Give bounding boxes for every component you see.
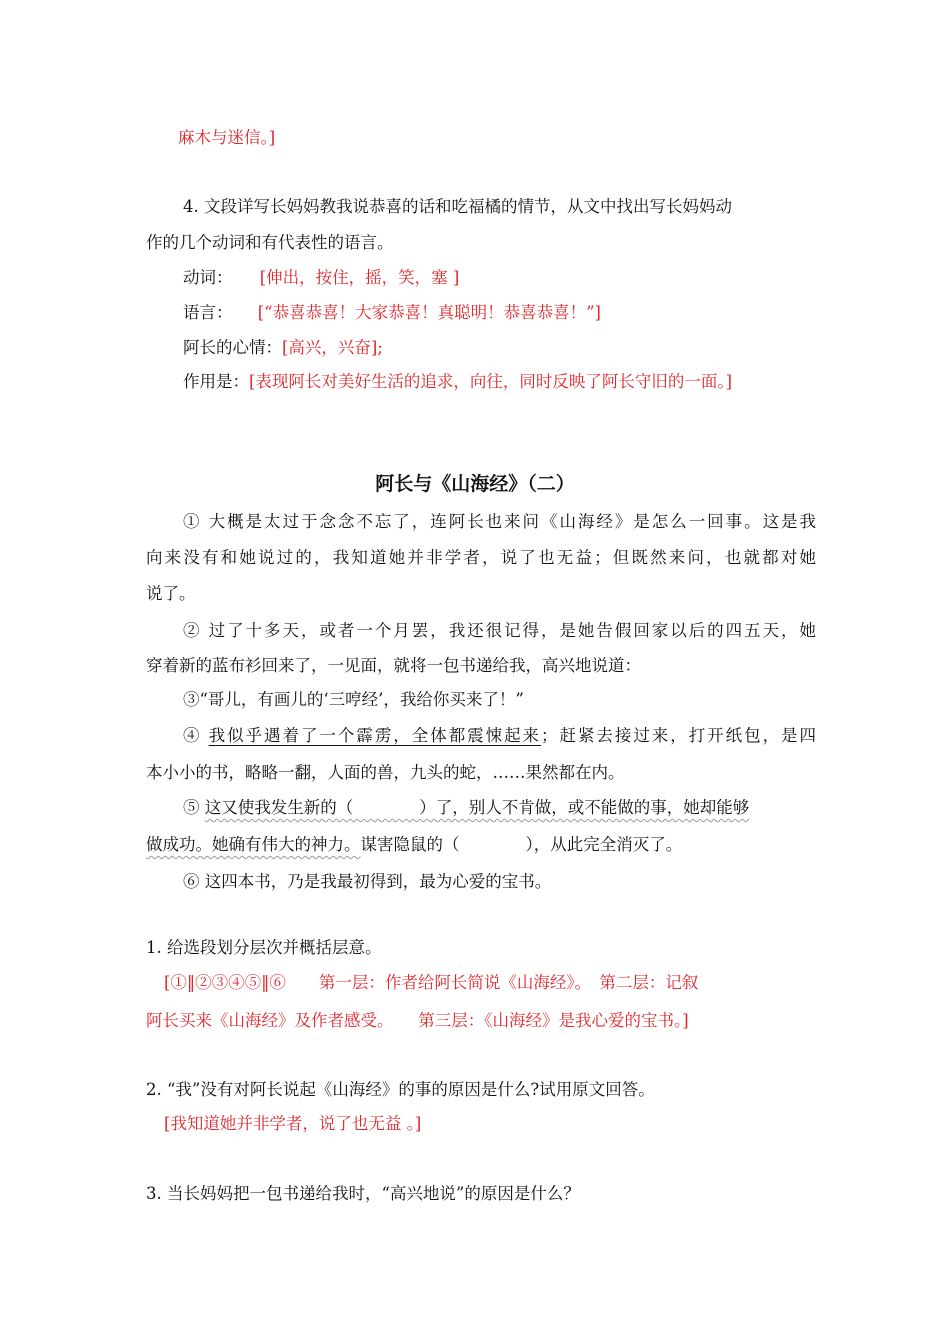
paragraph-5-line-2 [146, 834, 816, 856]
speech-row [183, 302, 816, 324]
paragraph-2-line-2: 穿着新的蓝布衫回来了，一见面，就将一包书递给我，高兴地说道： [146, 656, 641, 675]
mood-answer: [高兴，兴奋]; [282, 338, 383, 357]
question-4-line-1: 4. 文段详写长妈妈教我说恭喜的话和吃福橘的情节，从文中找出写长妈妈动 [183, 197, 732, 216]
verbs-answer: [伸出，按住，摇，笑，塞 ] [259, 268, 460, 287]
question-2: 2. “我”没有对阿长说起《山海经》的事的原因是什么?试用原文回答。 [146, 1080, 655, 1099]
paragraph-4-prefix: ④ [183, 726, 209, 745]
effect-label: 作用是： [183, 372, 249, 391]
underlined-sentence: 我似乎遇着了一个霹雳，全体都震悚起来 [208, 726, 542, 745]
section-title: 阿长与《山海经》（二） [375, 473, 575, 495]
paragraph-4-rest: ；赶紧去接过来，打开纸包，是四 [541, 726, 817, 745]
verbs-row [183, 267, 816, 289]
paragraph-2-line-1: ② 过了十多天，或者一个月罢，我还很记得，是她告假回家以后的四五天，她 [183, 621, 816, 640]
effect-row [183, 371, 816, 393]
mood-label: 阿长的心情： [183, 338, 282, 357]
paragraph-3: ③“哥儿，有画儿的‘三哼经’，我给你买来了！” [183, 690, 524, 709]
paragraph-1-line-3: 说了。 [146, 584, 196, 603]
paragraph-4-line-1 [183, 725, 816, 747]
effect-answer: [表现阿长对美好生活的追求，向往，同时反映了阿长守旧的一面。] [249, 372, 733, 391]
question-3: 3. 当长妈妈把一包书递给我时，“高兴地说”的原因是什么？ [146, 1184, 580, 1203]
mood-row [183, 337, 816, 359]
question-4-line-2: 作的几个动词和有代表性的语言。 [146, 233, 394, 252]
paragraph-5-line-1 [183, 797, 816, 819]
question-2-answer: [我知道她并非学者，说了也无益 。] [164, 1114, 422, 1133]
speech-answer: [“恭喜恭喜！大家恭喜！真聪明！恭喜恭喜！”] [257, 303, 601, 322]
previous-answer-end: 麻木与迷信。] [178, 128, 276, 147]
wavy-sentence-part-1: 这又使我发生新的（ ）了，别人不肯做，或不能做的事，她却能够 [204, 798, 750, 817]
paragraph-5-prefix: ⑤ [183, 798, 205, 817]
paragraph-5-rest: 谋害隐鼠的（ ），从此完全消灭了。 [360, 835, 683, 854]
question-1-answer-line-1: [①‖②③④⑤‖⑥ 第一层：作者给阿长简说《山海经》。 第二层：记叙 [164, 973, 699, 992]
paragraph-1-line-2: 向来没有和她说过的，我知道她并非学者，说了也无益；但既然来问，也就都对她 [146, 548, 816, 567]
paragraph-4-line-2: 本小小的书，略略一翻，人面的兽，九头的蛇，……果然都在内。 [146, 763, 625, 782]
verbs-label: 动词： [183, 268, 233, 287]
question-1-answer-line-2: 阿长买来《山海经》及作者感受。 第三层：《山海经》是我心爱的宝书。] [146, 1011, 689, 1030]
wavy-sentence-part-2: 做成功。她确有伟大的神力。 [146, 835, 361, 854]
paragraph-6: ⑥ 这四本书，乃是我最初得到，最为心爱的宝书。 [183, 872, 552, 891]
speech-label: 语言： [183, 303, 233, 322]
paragraph-1-line-1: ① 大概是太过于念念不忘了，连阿长也来问《山海经》是怎么一回事。这是我 [183, 512, 816, 531]
question-1: 1. 给选段划分层次并概括层意。 [146, 938, 382, 957]
